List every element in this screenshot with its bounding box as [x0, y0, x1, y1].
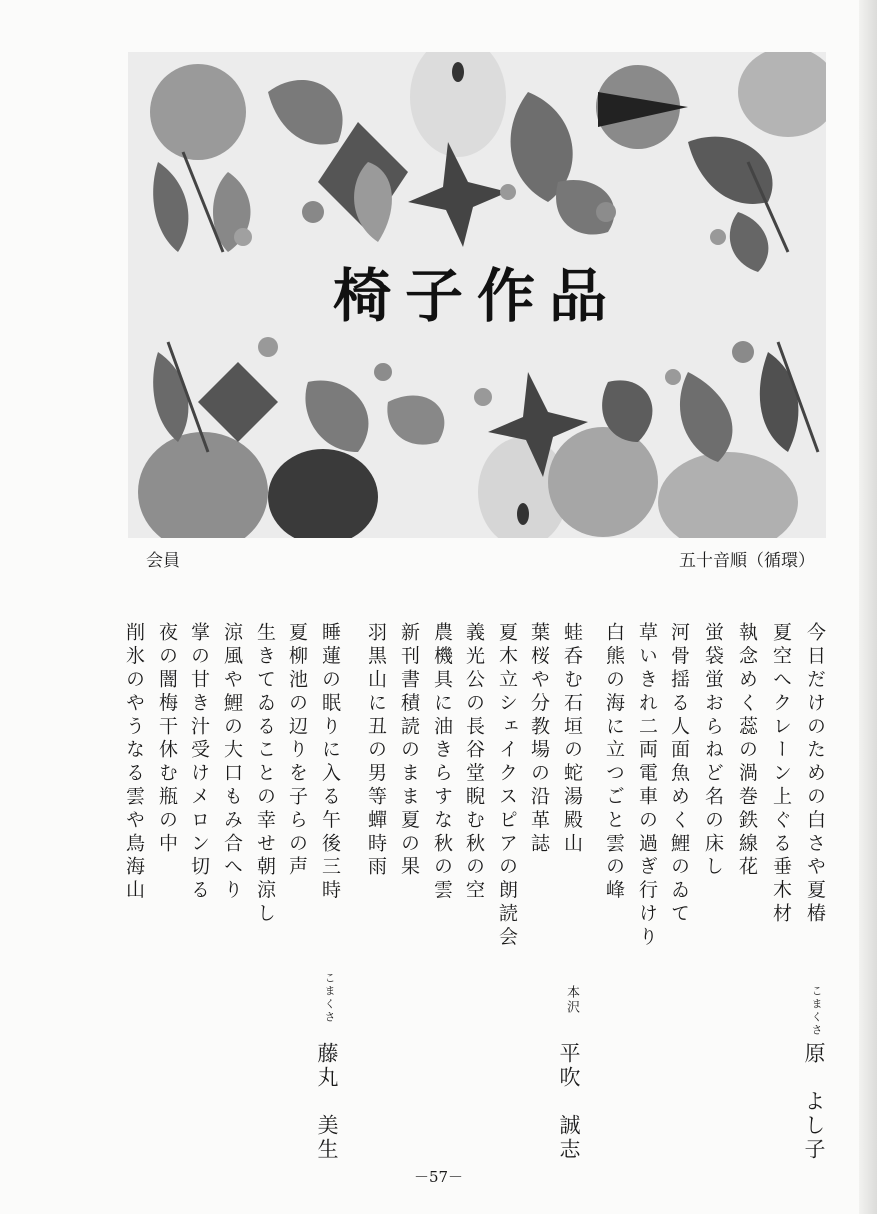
haiku: 涼風や鯉の大口もみ合へり	[221, 622, 243, 903]
author-name: 藤丸 美生	[315, 1042, 339, 1162]
haiku: 農機具に油きらすな秋の雲	[431, 622, 453, 903]
author-name: 平吹 誠志	[557, 1042, 581, 1162]
haiku: 白熊の海に立つごと雲の峰	[603, 622, 625, 903]
order-label: 五十音順（循環）	[679, 551, 815, 571]
haiku: 葉桜や分教場の沿革誌	[528, 622, 550, 856]
page-edge-shadow	[859, 0, 877, 1214]
author-furigana: 本沢	[564, 985, 579, 1015]
page-number: －57－	[413, 1168, 464, 1186]
haiku: 掌の甘き汁受けメロン切る	[188, 622, 210, 903]
haiku: 夏空へクレーン上ぐる垂木材	[770, 622, 792, 927]
haiku: 河骨揺る人面魚めく鯉のゐて	[668, 622, 690, 927]
author-furigana: こまくさ	[810, 985, 823, 1037]
haiku: 蛍袋蛍おらねど名の床し	[702, 622, 724, 880]
haiku: 執念めく蕊の渦巻鉄線花	[736, 622, 758, 880]
haiku: 夜の闇梅干休む瓶の中	[156, 622, 178, 856]
haiku: 草いきれ二両電車の過ぎ行けり	[636, 622, 658, 950]
haiku: 削氷のやうなる雲や鳥海山	[123, 622, 145, 903]
page-title: 椅子作品	[332, 262, 621, 330]
member-label: 会員	[146, 551, 180, 571]
haiku: 今日だけのための白さや夏椿	[804, 622, 826, 927]
author-furigana: こまくさ	[323, 972, 336, 1024]
haiku: 夏木立シェイクスピアの朗読会	[496, 622, 518, 950]
haiku: 羽黒山に丑の男等蟬時雨	[365, 622, 387, 880]
author-name: 原 よし子	[802, 1042, 826, 1162]
haiku: 睡蓮の眠りに入る午後三時	[319, 622, 341, 903]
haiku: 蛙呑む石垣の蛇湯殿山	[561, 622, 583, 856]
haiku: 生きてゐることの幸せ朝涼し	[254, 622, 276, 927]
haiku: 新刊書積読のまま夏の果	[398, 622, 420, 880]
haiku: 義光公の長谷堂睨む秋の空	[463, 622, 485, 903]
haiku: 夏柳池の辺りを子らの声	[286, 622, 308, 880]
